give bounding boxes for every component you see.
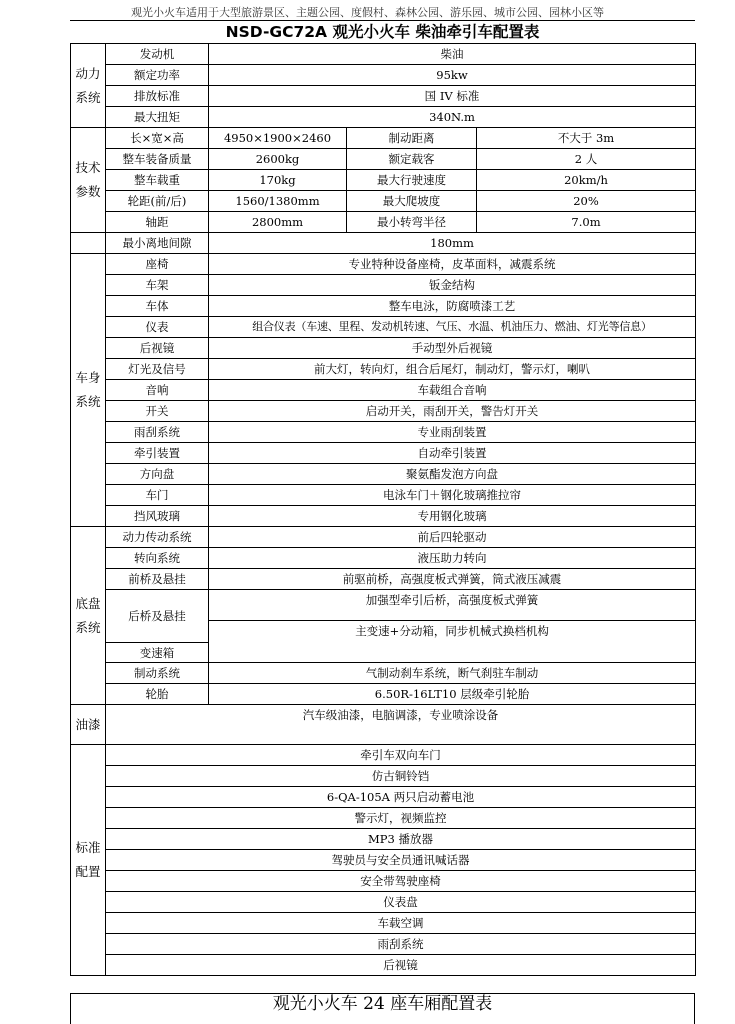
table-row bbox=[71, 149, 696, 170]
spec-label: 雨刮系统 bbox=[106, 422, 209, 443]
list-item: 6-QA-105A 两只启动蓄电池 bbox=[106, 787, 696, 808]
spec-label: 轴距 bbox=[106, 212, 209, 233]
table-row bbox=[71, 254, 696, 275]
list-item: 后视镜 bbox=[106, 955, 696, 976]
empty-cell bbox=[71, 233, 106, 254]
spec-value: 2800mm bbox=[209, 212, 347, 233]
table-row bbox=[71, 569, 696, 590]
table-row bbox=[71, 191, 696, 212]
spec-value: 车载组合音响 bbox=[209, 380, 696, 401]
spec-label: 整车装备质量 bbox=[106, 149, 209, 170]
spec-value: 1560/1380mm bbox=[209, 191, 347, 212]
table-row bbox=[71, 527, 696, 548]
spec-label: 最大扭矩 bbox=[106, 107, 209, 128]
list-item: 牵引车双向车门 bbox=[106, 745, 696, 766]
category-power: 动力系统 bbox=[71, 44, 106, 128]
spec-label: 制动系统 bbox=[106, 663, 209, 684]
spec-label: 整车载重 bbox=[106, 170, 209, 191]
spec-value: 2 人 bbox=[477, 149, 696, 170]
empty-cell bbox=[209, 611, 696, 621]
spec-label: 车门 bbox=[106, 485, 209, 506]
spec-label: 发动机 bbox=[106, 44, 209, 65]
table-row bbox=[71, 317, 696, 338]
spec-label: 排放标准 bbox=[106, 86, 209, 107]
spec-value: 340N.m bbox=[209, 107, 696, 128]
spec-label: 最小离地间隙 bbox=[106, 233, 209, 254]
table-row bbox=[71, 65, 696, 86]
table-row bbox=[71, 684, 696, 705]
spec-value: 气制动刹车系统，断气刹驻车制动 bbox=[209, 663, 696, 684]
table-row bbox=[71, 485, 696, 506]
table-row bbox=[71, 506, 696, 527]
list-item: 车载空调 bbox=[106, 913, 696, 934]
spec-table bbox=[70, 43, 696, 976]
spec-value: 20% bbox=[477, 191, 696, 212]
second-table-title: 观光小火车 24 座车厢配置表 bbox=[272, 994, 493, 1014]
spec-label: 牵引装置 bbox=[106, 443, 209, 464]
spec-value: 柴油 bbox=[209, 44, 696, 65]
spec-value: 6.50R-16LT10 层级牵引轮胎 bbox=[209, 684, 696, 705]
spec-value: 2600kg bbox=[209, 149, 347, 170]
table-row bbox=[71, 829, 696, 850]
spec-label: 变速箱 bbox=[106, 643, 209, 663]
spec-label: 车体 bbox=[106, 296, 209, 317]
spec-label: 仪表 bbox=[106, 317, 209, 338]
header-divider bbox=[70, 20, 695, 21]
category-body: 车身系统 bbox=[71, 254, 106, 527]
table-row bbox=[71, 275, 696, 296]
table-row bbox=[71, 548, 696, 569]
spec-label: 后视镜 bbox=[106, 338, 209, 359]
spec-value: 汽车级油漆，电脑调漆，专业喷涂设备 bbox=[106, 705, 696, 745]
spec-label: 座椅 bbox=[106, 254, 209, 275]
spec-label: 车架 bbox=[106, 275, 209, 296]
table-row bbox=[71, 955, 696, 976]
category-tech: 技术参数 bbox=[71, 128, 106, 233]
list-item: 安全带驾驶座椅 bbox=[106, 871, 696, 892]
spec-label: 后桥及悬挂 bbox=[106, 590, 209, 643]
spec-value: 启动开关，雨刮开关，警告灯开关 bbox=[209, 401, 696, 422]
spec-label: 额定功率 bbox=[106, 65, 209, 86]
spec-label: 音响 bbox=[106, 380, 209, 401]
category-chassis: 底盘系统 bbox=[71, 527, 106, 705]
spec-value: 20km/h bbox=[477, 170, 696, 191]
table-row bbox=[71, 380, 696, 401]
table-row bbox=[71, 401, 696, 422]
spec-value: 聚氨酯发泡方向盘 bbox=[209, 464, 696, 485]
spec-value: 整车电泳，防腐喷漆工艺 bbox=[209, 296, 696, 317]
spec-value: 不大于 3m bbox=[477, 128, 696, 149]
table-row bbox=[71, 233, 696, 254]
spec-value: 主变速+分动箱，同步机械式换档机构 bbox=[209, 621, 696, 663]
spec-value: 170kg bbox=[209, 170, 347, 191]
spec-label: 挡风玻璃 bbox=[106, 506, 209, 527]
spec-label: 灯光及信号 bbox=[106, 359, 209, 380]
page-title: NSD-GC72A 观光小火车 柴油牵引车配置表 bbox=[225, 23, 540, 41]
spec-value: 手动型外后视镜 bbox=[209, 338, 696, 359]
table-row bbox=[71, 107, 696, 128]
spec-label: 开关 bbox=[106, 401, 209, 422]
spec-value: 前后四轮驱动 bbox=[209, 527, 696, 548]
spec-label: 转向系统 bbox=[106, 548, 209, 569]
table-row bbox=[71, 338, 696, 359]
table-row bbox=[71, 422, 696, 443]
spec-value: 前大灯，转向灯，组合后尾灯，制动灯，警示灯，喇叭 bbox=[209, 359, 696, 380]
table-row bbox=[71, 934, 696, 955]
list-item: 驾驶员与安全员通讯喊话器 bbox=[106, 850, 696, 871]
spec-label: 最小转弯半径 bbox=[347, 212, 477, 233]
spec-value: 专业特种设备座椅，皮革面料，减震系统 bbox=[209, 254, 696, 275]
spec-label: 轮距(前/后) bbox=[106, 191, 209, 212]
spec-value: 专用钢化玻璃 bbox=[209, 506, 696, 527]
spec-value: 组合仪表（车速、里程、发动机转速、气压、水温、机油压力、燃油、灯光等信息） bbox=[209, 317, 696, 338]
spec-value: 电泳车门＋钢化玻璃推拉帘 bbox=[209, 485, 696, 506]
spec-value: 液压助力转向 bbox=[209, 548, 696, 569]
spec-label: 动力传动系统 bbox=[106, 527, 209, 548]
table-row bbox=[71, 705, 696, 745]
table-row bbox=[71, 86, 696, 107]
table-row bbox=[71, 663, 696, 684]
table-row bbox=[71, 443, 696, 464]
spec-value: 加强型牵引后桥，高强度板式弹簧 bbox=[209, 590, 696, 611]
table-row bbox=[71, 44, 696, 65]
list-item: 雨刮系统 bbox=[106, 934, 696, 955]
table-row bbox=[71, 745, 696, 766]
spec-label: 轮胎 bbox=[106, 684, 209, 705]
table-row bbox=[71, 212, 696, 233]
table-row bbox=[71, 296, 696, 317]
spec-value: 钣金结构 bbox=[209, 275, 696, 296]
table-row bbox=[71, 913, 696, 934]
list-item: 警示灯，视频监控 bbox=[106, 808, 696, 829]
spec-label: 长×宽×高 bbox=[106, 128, 209, 149]
spec-label: 制动距离 bbox=[347, 128, 477, 149]
table-row bbox=[71, 808, 696, 829]
spec-value: 95kw bbox=[209, 65, 696, 86]
spec-value: 7.0m bbox=[477, 212, 696, 233]
spec-value: 180mm bbox=[209, 233, 696, 254]
table-row bbox=[71, 892, 696, 913]
spec-value: 自动牵引装置 bbox=[209, 443, 696, 464]
list-item: 仪表盘 bbox=[106, 892, 696, 913]
table-row bbox=[71, 128, 696, 149]
header-note: 观光小火车适用于大型旅游景区、主题公园、度假村、森林公园、游乐园、城市公园、园林小区等 bbox=[131, 6, 604, 19]
category-paint: 油漆 bbox=[71, 705, 106, 745]
spec-label: 最大行驶速度 bbox=[347, 170, 477, 191]
table-row bbox=[71, 850, 696, 871]
category-standard: 标准配置 bbox=[71, 745, 106, 976]
table-row bbox=[71, 170, 696, 191]
table-row bbox=[71, 464, 696, 485]
table-row bbox=[71, 359, 696, 380]
spec-label: 额定载客 bbox=[347, 149, 477, 170]
list-item: MP3 播放器 bbox=[106, 829, 696, 850]
spec-label: 前桥及悬挂 bbox=[106, 569, 209, 590]
table-row bbox=[71, 787, 696, 808]
list-item: 仿古铜铃铛 bbox=[106, 766, 696, 787]
table-row bbox=[71, 590, 696, 611]
table-row bbox=[71, 766, 696, 787]
spec-label: 最大爬坡度 bbox=[347, 191, 477, 212]
table-row bbox=[71, 871, 696, 892]
spec-value: 4950×1900×2460 bbox=[209, 128, 347, 149]
spec-value: 专业雨刮装置 bbox=[209, 422, 696, 443]
spec-value: 前驱前桥，高强度板式弹簧，筒式液压减震 bbox=[209, 569, 696, 590]
spec-label: 方向盘 bbox=[106, 464, 209, 485]
spec-value: 国 IV 标准 bbox=[209, 86, 696, 107]
